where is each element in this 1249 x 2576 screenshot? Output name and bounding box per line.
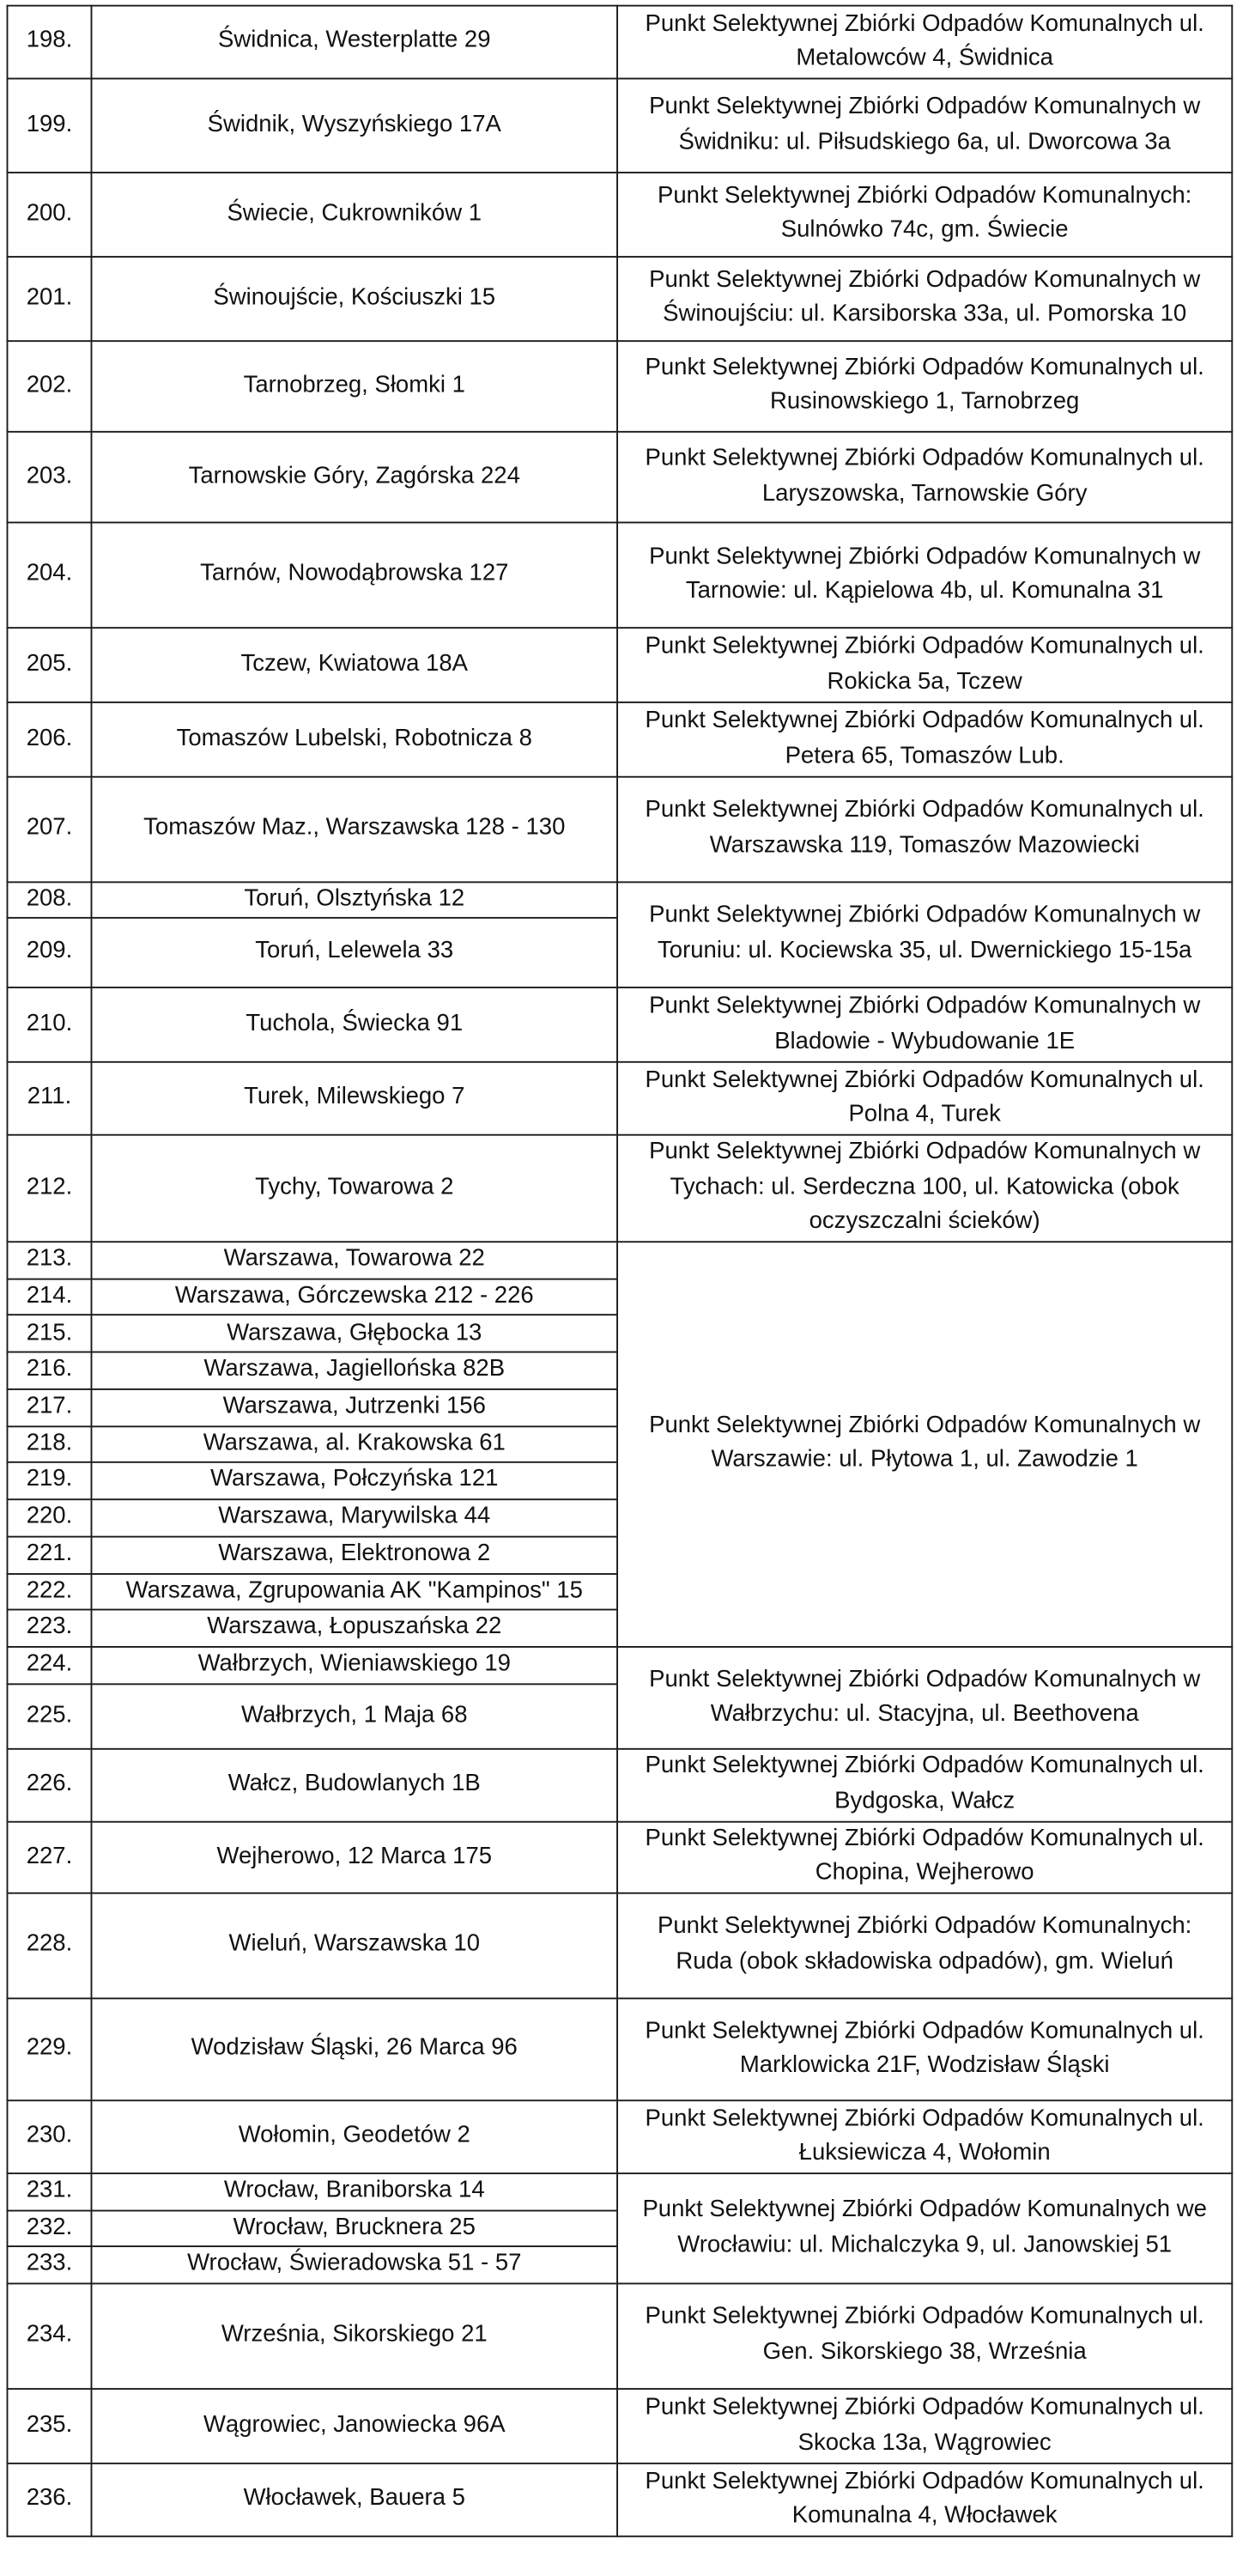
- location-address: Toruń, Olsztyńska 12: [91, 882, 617, 919]
- table-row: [7, 523, 1232, 628]
- row-number: 218.: [7, 1426, 91, 1463]
- row-number: 233.: [7, 2247, 91, 2284]
- row-number: 231.: [7, 2173, 91, 2210]
- row-number: 224.: [7, 1647, 91, 1684]
- table-row: [7, 1821, 1232, 1893]
- table-row: [7, 2101, 1232, 2173]
- row-number: 205.: [7, 628, 91, 703]
- table-row: [7, 79, 1232, 173]
- pszok-text: Punkt Selektywnej Zbiórki Odpadów Komunalnych w Wałbrzychu: ul. Stacyjna, ul. Beethovena: [649, 1666, 1201, 1728]
- pszok-location: [617, 1062, 1232, 1134]
- row-number: 229.: [7, 1998, 91, 2101]
- location-address: Warszawa, Elektronowa 2: [91, 1536, 617, 1573]
- location-address: Świnoujście, Kościuszki 15: [91, 256, 617, 341]
- row-number: 201.: [7, 256, 91, 341]
- row-number: 234.: [7, 2284, 91, 2389]
- pszok-table: [7, 5, 1234, 2537]
- row-number: 222.: [7, 1573, 91, 1610]
- pszok-text: Punkt Selektywnej Zbiórki Odpadów Komunalnych ul. Skocka 13a, Wągrowiec: [645, 2394, 1204, 2456]
- row-number: 208.: [7, 882, 91, 919]
- location-address: Turek, Milewskiego 7: [91, 1062, 617, 1134]
- pszok-text: Punkt Selektywnej Zbiórki Odpadów Komunalnych: Ruda (obok składowiska odpadów), gm. Wieluń: [658, 1914, 1192, 1975]
- row-number: 223.: [7, 1610, 91, 1647]
- pszok-location: [617, 1893, 1232, 1998]
- pszok-text: Punkt Selektywnej Zbiórki Odpadów Komunalnych ul. Łuksiewicza 4, Wołomin: [645, 2105, 1204, 2166]
- pszok-location: [617, 1821, 1232, 1893]
- location-address: Warszawa, Łopuszańska 22: [91, 1610, 617, 1647]
- pszok-text: Punkt Selektywnej Zbiórki Odpadów Komunalnych ul. Marklowicka 21F, Wodzisław Śląski: [645, 2018, 1204, 2079]
- row-number: 226.: [7, 1749, 91, 1821]
- row-number: 235.: [7, 2389, 91, 2464]
- table-row: [7, 341, 1232, 431]
- pszok-location: [617, 703, 1232, 777]
- pszok-text: Punkt Selektywnej Zbiórki Odpadów Komunalnych ul. Bydgoska, Wałcz: [645, 1753, 1204, 1815]
- table-row: [7, 431, 1232, 523]
- pszok-text: Punkt Selektywnej Zbiórki Odpadów Komunalnych ul. Laryszowska, Tarnowskie Góry: [645, 445, 1204, 507]
- table-row: [7, 703, 1232, 777]
- pszok-location: [617, 2284, 1232, 2389]
- pszok-text: Punkt Selektywnej Zbiórki Odpadów Komunalnych w Tychach: ul. Serdeczna 100, ul. Katowicka (obok oczyszczalni ścieków): [649, 1139, 1201, 1235]
- location-address: Warszawa, Zgrupowania AK "Kampinos" 15: [91, 1573, 617, 1610]
- row-number: 214.: [7, 1279, 91, 1315]
- row-number: 202.: [7, 341, 91, 431]
- row-number: 232.: [7, 2210, 91, 2247]
- pszok-location: [617, 79, 1232, 173]
- pszok-text: Punkt Selektywnej Zbiórki Odpadów Komunalnych ul. Polna 4, Turek: [645, 1066, 1204, 1128]
- table-row: [7, 1749, 1232, 1821]
- row-number: 217.: [7, 1389, 91, 1426]
- pszok-location: [617, 628, 1232, 703]
- location-address: Wodzisław Śląski, 26 Marca 96: [91, 1998, 617, 2101]
- pszok-text: Punkt Selektywnej Zbiórki Odpadów Komunalnych w Toruniu: ul. Kociewska 35, ul. Dwernickiego 15-15a: [649, 902, 1201, 964]
- location-address: Tomaszów Maz., Warszawska 128 - 130: [91, 777, 617, 882]
- pszok-location: [617, 1998, 1232, 2101]
- location-address: Warszawa, Jutrzenki 156: [91, 1389, 617, 1426]
- location-address: Wieluń, Warszawska 10: [91, 1893, 617, 1998]
- location-address: Toruń, Lelewela 33: [91, 919, 617, 987]
- pszok-location: [617, 2173, 1232, 2284]
- pszok-location: [617, 341, 1232, 431]
- row-number: 216.: [7, 1352, 91, 1389]
- location-address: Wałbrzych, 1 Maja 68: [91, 1684, 617, 1749]
- table-row: [7, 1647, 1232, 1684]
- table-row: [7, 2173, 1232, 2210]
- row-number: 236.: [7, 2464, 91, 2536]
- location-address: Wrocław, Świeradowska 51 - 57: [91, 2247, 617, 2284]
- table-row: [7, 173, 1232, 256]
- pszok-location: [617, 2101, 1232, 2173]
- pszok-text: Punkt Selektywnej Zbiórki Odpadów Komunalnych w Świdniku: ul. Piłsudskiego 6a, ul. Dworcowa 3a: [649, 94, 1201, 155]
- table-row: [7, 6, 1232, 80]
- table-row: [7, 1062, 1232, 1134]
- row-number: 198.: [7, 6, 91, 80]
- pszok-text: Punkt Selektywnej Zbiórki Odpadów Komunalnych ul. Rokicka 5a, Tczew: [645, 634, 1204, 695]
- pszok-location: [617, 882, 1232, 987]
- pszok-location: [617, 987, 1232, 1063]
- pszok-location: [617, 173, 1232, 256]
- location-address: Tomaszów Lubelski, Robotnicza 8: [91, 703, 617, 777]
- table-row: [7, 777, 1232, 882]
- table-row: [7, 987, 1232, 1063]
- table-row: [7, 256, 1232, 341]
- pszok-text: Punkt Selektywnej Zbiórki Odpadów Komunalnych ul. Komunalna 4, Włocławek: [645, 2468, 1204, 2530]
- pszok-text: Punkt Selektywnej Zbiórki Odpadów Komunalnych: Sulnówko 74c, gm. Świecie: [658, 182, 1192, 244]
- row-number: 210.: [7, 987, 91, 1063]
- table-row: [7, 1134, 1232, 1242]
- pszok-text: Punkt Selektywnej Zbiórki Odpadów Komunalnych ul. Chopina, Wejherowo: [645, 1826, 1204, 1886]
- row-number: 225.: [7, 1684, 91, 1749]
- location-address: Włocławek, Bauera 5: [91, 2464, 617, 2536]
- pszok-text: Punkt Selektywnej Zbiórki Odpadów Komunalnych ul. Gen. Sikorskiego 38, Września: [645, 2304, 1204, 2366]
- location-address: Wrocław, Braniborska 14: [91, 2173, 617, 2210]
- location-address: Świdnica, Westerplatte 29: [91, 6, 617, 80]
- pszok-text: Punkt Selektywnej Zbiórki Odpadów Komunalnych ul. Metalowców 4, Świdnica: [645, 10, 1204, 72]
- pszok-location: [617, 1134, 1232, 1242]
- location-address: Tarnobrzeg, Słomki 1: [91, 341, 617, 431]
- location-address: Wałbrzych, Wieniawskiego 19: [91, 1647, 617, 1684]
- location-address: Wejherowo, 12 Marca 175: [91, 1821, 617, 1893]
- pszok-location: [617, 2389, 1232, 2464]
- row-number: 203.: [7, 431, 91, 523]
- row-number: 220.: [7, 1499, 91, 1536]
- row-number: 206.: [7, 703, 91, 777]
- location-address: Warszawa, Górczewska 212 - 226: [91, 1279, 617, 1315]
- location-address: Tuchola, Świecka 91: [91, 987, 617, 1063]
- table-body: [7, 6, 1232, 2537]
- table-row: [7, 1998, 1232, 2101]
- row-number: 228.: [7, 1893, 91, 1998]
- location-address: Wągrowiec, Janowiecka 96A: [91, 2389, 617, 2464]
- row-number: 200.: [7, 173, 91, 256]
- row-number: 230.: [7, 2101, 91, 2173]
- location-address: Warszawa, Jagiellońska 82B: [91, 1352, 617, 1389]
- pszok-location: [617, 256, 1232, 341]
- location-address: Warszawa, Połczyńska 121: [91, 1462, 617, 1499]
- table-row: [7, 2464, 1232, 2536]
- pszok-location: [617, 6, 1232, 80]
- pszok-text: Punkt Selektywnej Zbiórki Odpadów Komunalnych w Bladowie - Wybudowanie 1E: [649, 993, 1201, 1054]
- pszok-location: [617, 1647, 1232, 1749]
- pszok-location: [617, 1242, 1232, 1647]
- row-number: 207.: [7, 777, 91, 882]
- pszok-location: [617, 431, 1232, 523]
- pszok-location: [617, 1749, 1232, 1821]
- pszok-text: Punkt Selektywnej Zbiórki Odpadów Komunalnych w Świnoujściu: ul. Karsiborska 33a, ul. Pomorska 10: [649, 267, 1201, 328]
- location-address: Wałcz, Budowlanych 1B: [91, 1749, 617, 1821]
- pszok-text: Punkt Selektywnej Zbiórki Odpadów Komunalnych w Warszawie: ul. Płytowa 1, ul. Zawodzie 1: [649, 1413, 1201, 1473]
- table-row: [7, 628, 1232, 703]
- location-address: Tczew, Kwiatowa 18A: [91, 628, 617, 703]
- row-number: 204.: [7, 523, 91, 628]
- pszok-location: [617, 2464, 1232, 2536]
- row-number: 221.: [7, 1536, 91, 1573]
- pszok-text: Punkt Selektywnej Zbiórki Odpadów Komunalnych w Tarnowie: ul. Kąpielowa 4b, ul. Komunalna 31: [649, 544, 1201, 605]
- pszok-text: Punkt Selektywnej Zbiórki Odpadów Komunalnych we Wrocławiu: ul. Michalczyka 9, ul. Janowskiej 51: [642, 2196, 1207, 2258]
- location-address: Świdnik, Wyszyńskiego 17A: [91, 79, 617, 173]
- row-number: 212.: [7, 1134, 91, 1242]
- row-number: 209.: [7, 919, 91, 987]
- row-number: 211.: [7, 1062, 91, 1134]
- location-address: Wołomin, Geodetów 2: [91, 2101, 617, 2173]
- pszok-location: [617, 777, 1232, 882]
- row-number: 227.: [7, 1821, 91, 1893]
- row-number: 199.: [7, 79, 91, 173]
- location-address: Warszawa, Głębocka 13: [91, 1315, 617, 1352]
- pszok-text: Punkt Selektywnej Zbiórki Odpadów Komunalnych ul. Petera 65, Tomaszów Lub.: [645, 708, 1204, 769]
- location-address: Warszawa, al. Krakowska 61: [91, 1426, 617, 1463]
- location-address: Warszawa, Marywilska 44: [91, 1499, 617, 1536]
- row-number: 213.: [7, 1242, 91, 1279]
- row-number: 219.: [7, 1462, 91, 1499]
- table-row: [7, 882, 1232, 919]
- table-row: [7, 1893, 1232, 1998]
- location-address: Tychy, Towarowa 2: [91, 1134, 617, 1242]
- location-address: Warszawa, Towarowa 22: [91, 1242, 617, 1279]
- location-address: Wrocław, Brucknera 25: [91, 2210, 617, 2247]
- row-number: 215.: [7, 1315, 91, 1352]
- table-row: [7, 1242, 1232, 1279]
- pszok-text: Punkt Selektywnej Zbiórki Odpadów Komunalnych ul. Warszawska 119, Tomaszów Mazowiecki: [645, 797, 1204, 859]
- location-address: Tarnowskie Góry, Zagórska 224: [91, 431, 617, 523]
- table-row: [7, 2389, 1232, 2464]
- location-address: Świecie, Cukrowników 1: [91, 173, 617, 256]
- table-row: [7, 2284, 1232, 2389]
- pszok-text: Punkt Selektywnej Zbiórki Odpadów Komunalnych ul. Rusinowskiego 1, Tarnobrzeg: [645, 355, 1204, 416]
- location-address: Września, Sikorskiego 21: [91, 2284, 617, 2389]
- pszok-location: [617, 523, 1232, 628]
- location-address: Tarnów, Nowodąbrowska 127: [91, 523, 617, 628]
